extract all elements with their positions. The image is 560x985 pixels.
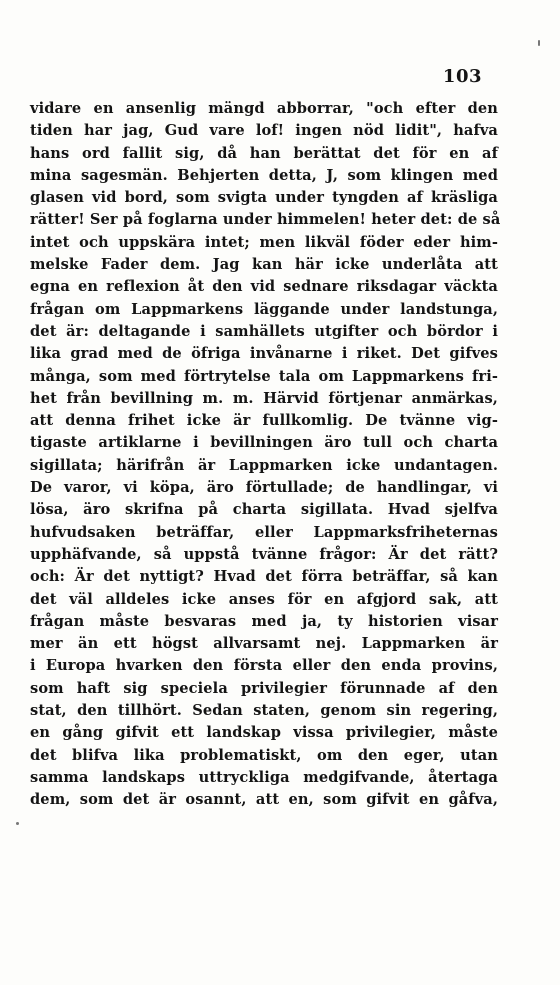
text-line: stat, den tillhört. Sedan staten, genom sin regering, [30,702,498,720]
page-number: 103 [442,66,482,87]
text-line: egna en reflexion åt den vid sednare riksdagar väckta [30,278,498,296]
text-line: mina sagesmän. Behjerten detta, J, som klingen med [30,166,498,184]
text-line: som haft sig speciela privilegier förunnade af den [30,679,498,697]
text-line: att denna frihet icke är fullkomlig. De tvänne vig- [30,412,498,430]
text-line: vidare en ansenlig mängd abborrar, "och efter den [30,100,498,117]
text-line: i Europa hvarken den första eller den enda provins, [30,657,498,675]
print-speck [16,822,19,825]
text-line: hans ord fallit sig, då han berättat det för en af [30,144,498,162]
text-line: hufvudsaken beträffar, eller Lappmarksfriheternas [30,523,498,541]
text-line: dem, som det är osannt, att en, som gifvit en gåfva, [30,791,498,809]
text-line: intet och uppskära intet; men likväl föder eder him- [30,233,498,251]
text-line: och: Är det nyttigt? Hvad det förra beträffar, så kan [30,568,498,586]
text-line: det väl alldeles icke anses för en afgjord sak, att [30,590,498,608]
text-line: tigaste artiklarne i bevillningen äro tull och charta [30,434,498,452]
text-line: rätter! Ser på foglarna under himmelen! heter det: de så [30,211,501,229]
text-line: frågan om Lappmarkens läggande under landstunga, [30,300,498,318]
text-line: De varor, vi köpa, äro förtullade; de handlingar, vi [30,479,498,497]
text-line: många, som med förtrytelse tala om Lappmarkens fri- [30,367,498,385]
text-line: lika grad med de öfriga invånarne i riket. Det gifves [30,345,498,363]
text-line: frågan måste besvaras med ja, ty historien visar [30,612,498,630]
text-line: het från bevillning m. m. Härvid förtjenar anmärkas, [30,389,498,407]
text-line: glasen vid bord, som svigta under tyngden af kräsliga [30,189,498,207]
text-line: lösa, äro skrifna på charta sigillata. Hvad sjelfva [30,501,498,519]
text-line: det är: deltagande i samhällets utgifter och bördor i [30,322,498,340]
print-speck [538,40,540,46]
text-line: det blifva lika problematiskt, om den eger, utan [30,746,498,764]
text-line: mer än ett högst allvarsamt nej. Lappmarken är [30,635,498,653]
text-line: samma landskaps uttryckliga medgifvande, återtaga [30,768,498,786]
text-line: melske Fader dem. Jag kan här icke underlåta att [30,256,498,274]
body-text [30,98,501,812]
text-line: tiden har jag, Gud vare lof! ingen nöd lidit", hafva [30,122,498,140]
text-line: upphäfvande, så uppstå tvänne frågor: Är det rätt? [30,545,498,563]
text-line: sigillata; härifrån är Lappmarken icke undantagen. [30,456,498,474]
text-line: en gång gifvit ett landskap vissa privilegier, måste [30,724,498,742]
